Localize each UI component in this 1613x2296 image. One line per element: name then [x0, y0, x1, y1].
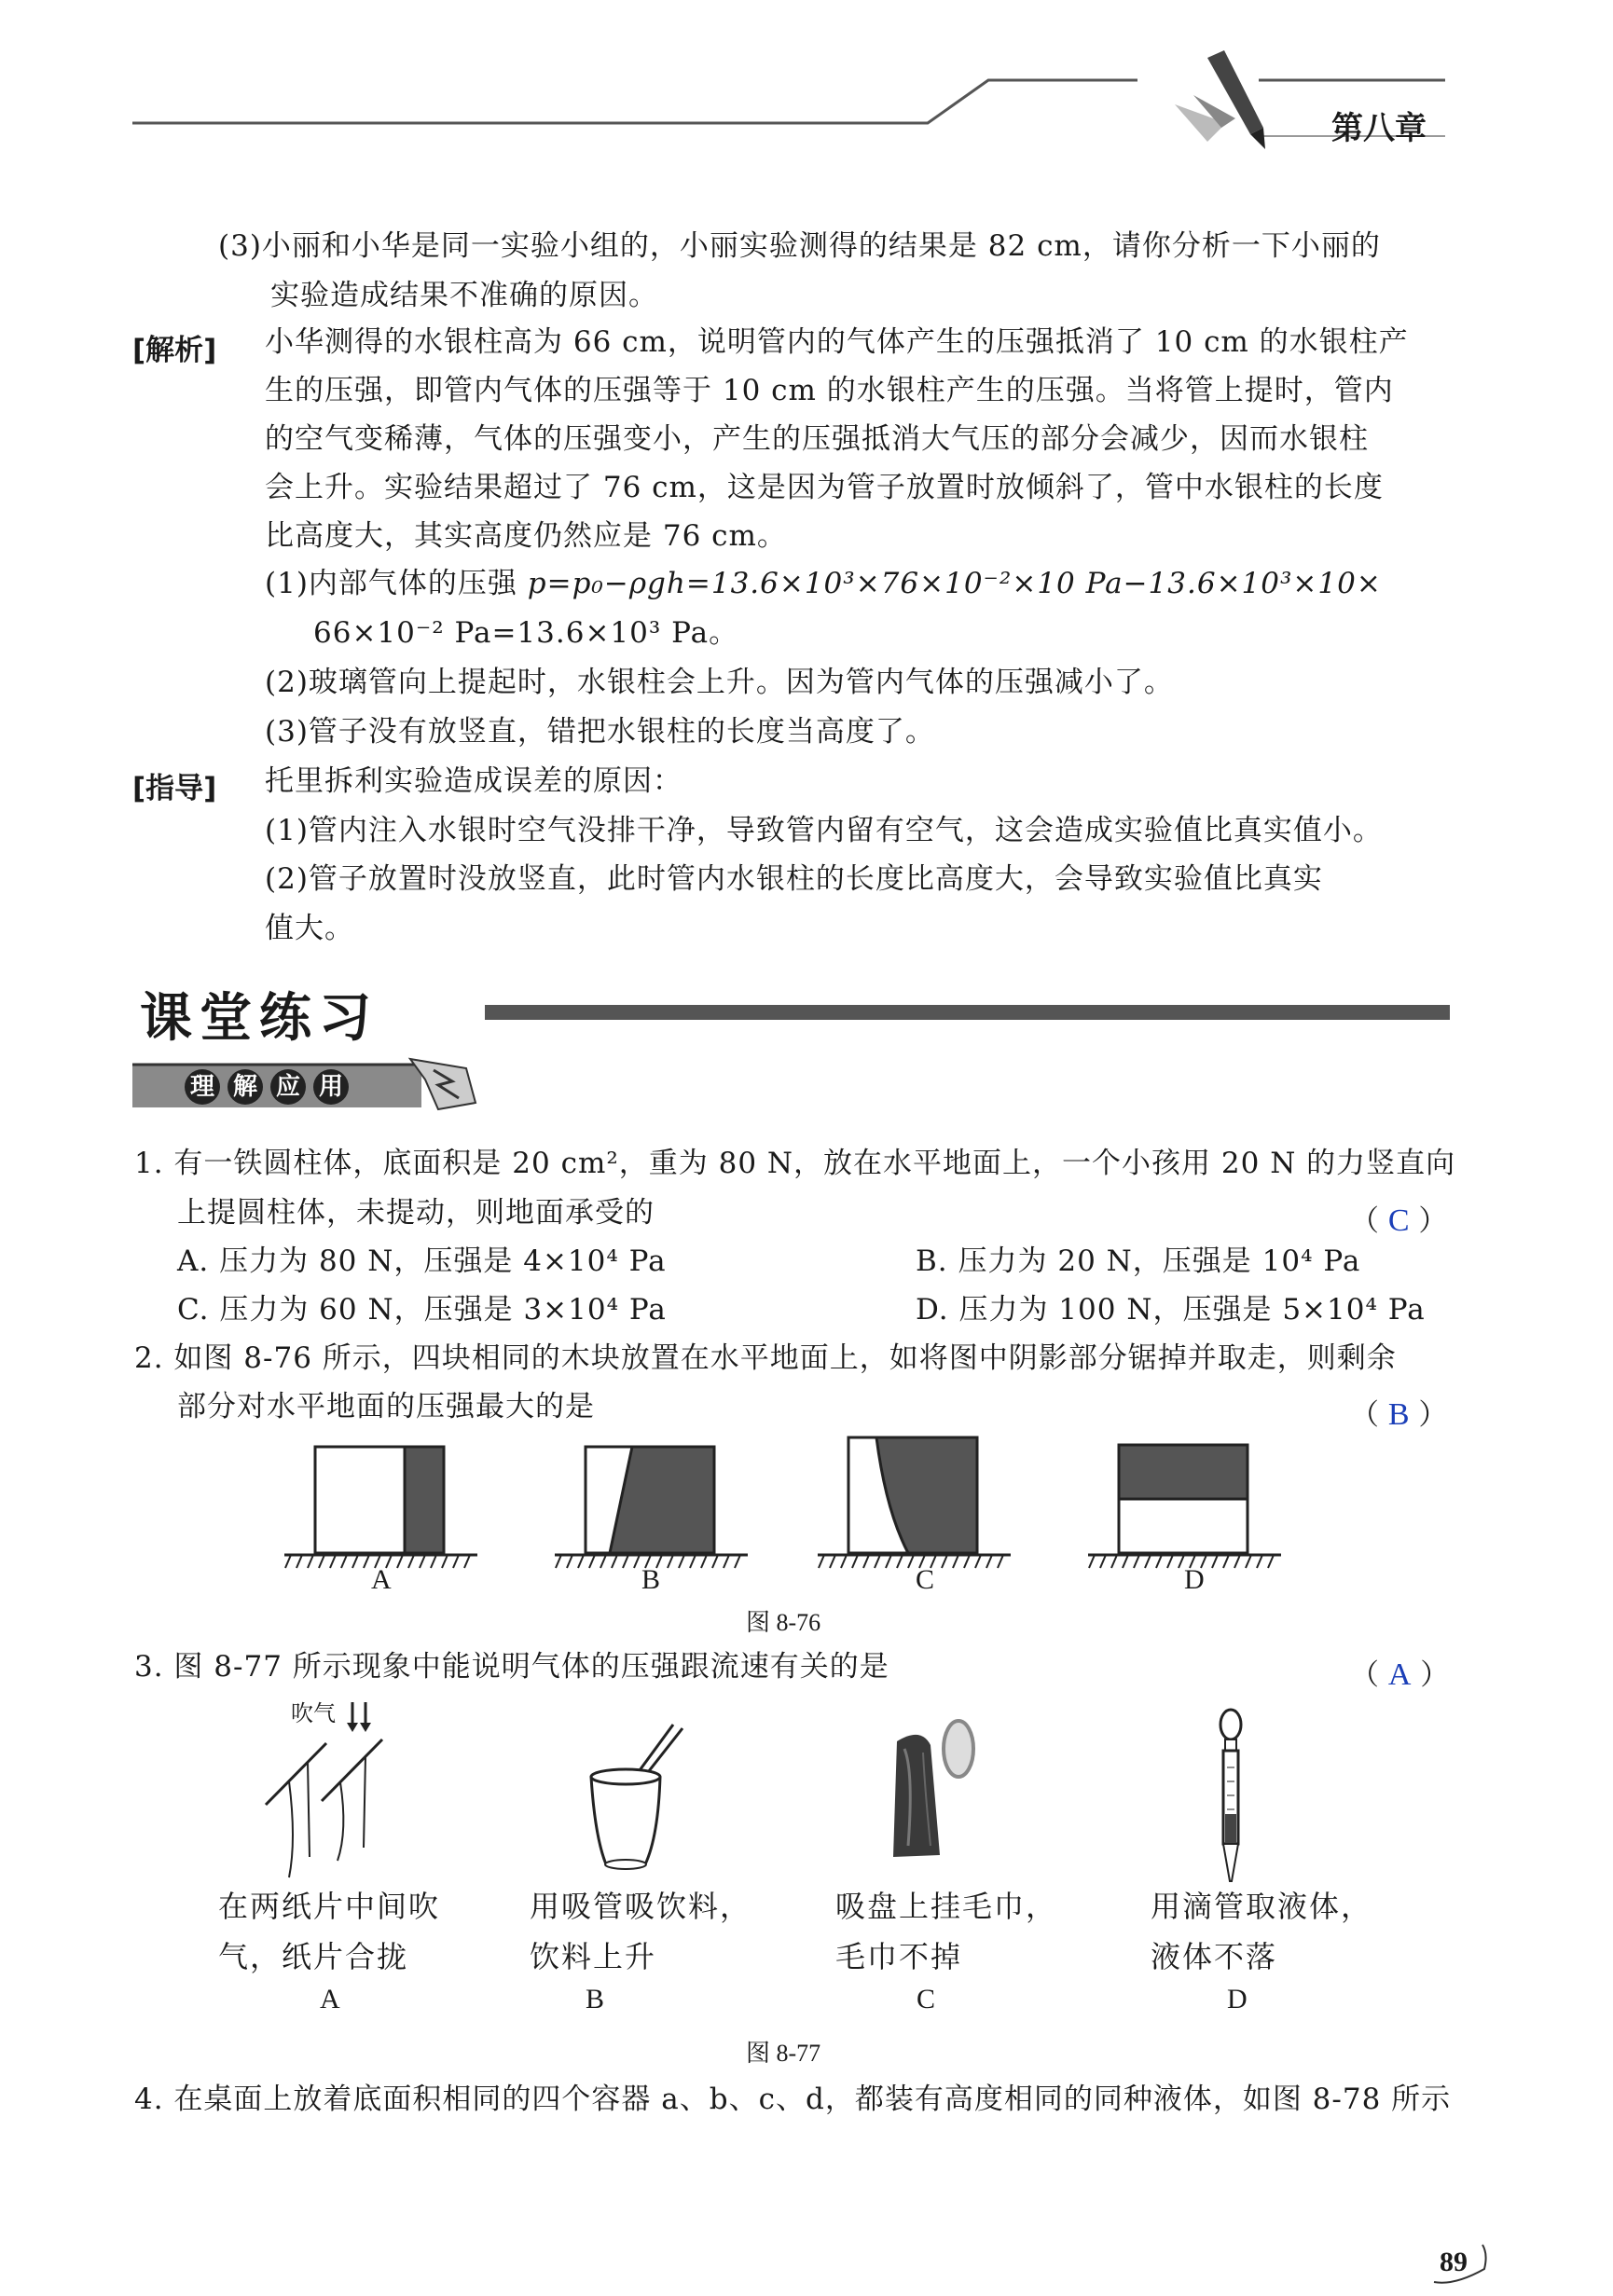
figure-c-line: 吸盘上挂毛巾，: [835, 1889, 1058, 1924]
guide-item: (1)管内注入水银时空气没排干净，导致管内留有空气，这会造成实验值比真实值小。: [265, 814, 1383, 847]
figure-b-line: 用吸管吸饮料，: [530, 1889, 752, 1924]
answer-3: (3)管子没有放竖直，错把水银柱的长度当高度了。: [265, 715, 935, 749]
q3-answer-box: （ A ）: [1350, 1657, 1450, 1692]
q1-stem: 上提圆柱体，未提动，则地面承受的: [177, 1196, 655, 1230]
chapter-title: 第八章: [1331, 110, 1427, 147]
q2-stem: 部分对水平地面的压强最大的是: [177, 1390, 595, 1423]
figure-8-76-d: [1088, 1445, 1281, 1568]
figure-8-77-a-desc: [218, 1881, 440, 1982]
answer-2: (2)玻璃管向上提起时，水银柱会上升。因为管内气体的压强减小了。: [265, 666, 1174, 699]
q3-answer: A: [1387, 1657, 1412, 1692]
answer-1-line2: 66×10⁻² Pa=13.6×10³ Pa。: [313, 616, 739, 650]
q1-answer: C: [1387, 1203, 1410, 1238]
prev-question-line: 实验造成结果不准确的原因。: [270, 279, 658, 312]
figure-8-76-label-a: A: [371, 1564, 392, 1595]
analysis-line: 比高度大，其实高度仍然应是 76 cm。: [265, 519, 787, 553]
q1-option-c: C. 压力为 60 N，压强是 3×10⁴ Pa: [177, 1293, 667, 1327]
section-title: 课堂练习: [140, 988, 379, 1049]
figure-8-76-caption: 图 8-76: [746, 1609, 821, 1636]
q1-stem: 1. 有一铁圆柱体，底面积是 20 cm²，重为 80 N，放在水平地面上，一个小孩用 20 N 的力竖直向: [134, 1147, 1456, 1180]
analysis-line: 生的压强，即管内气体的压强等于 10 cm 的水银柱产生的压强。当将管上提时，管内: [265, 374, 1394, 407]
analysis-body: [265, 318, 1409, 560]
q2-answer: B: [1387, 1397, 1410, 1432]
q2-answer-box: （ B ）: [1350, 1397, 1448, 1432]
q1-option-b: B. 压力为 20 N，压强是 10⁴ Pa: [916, 1244, 1361, 1278]
subsection-char: 理: [185, 1069, 220, 1105]
figure-d-line: 液体不落: [1151, 1939, 1278, 1974]
q1-option-a: A. 压力为 80 N，压强是 4×10⁴ Pa: [177, 1244, 667, 1278]
analysis-label: [解析]: [132, 334, 217, 367]
figure-8-77-caption: 图 8-77: [746, 2040, 821, 2067]
section-title-bar: [485, 1005, 1450, 1020]
q3-stem: 3. 图 8-77 所示现象中能说明气体的压强跟流速有关的是: [134, 1650, 889, 1684]
figure-8-77-label-a: A: [320, 1984, 340, 2014]
subsection-char: 应: [270, 1069, 306, 1105]
figure-8-76-c: [818, 1437, 1011, 1568]
figure-8-77-label-c: C: [917, 1984, 936, 2014]
figure-8-76-label-c: C: [916, 1564, 935, 1595]
figure-8-77-d-desc: [1151, 1881, 1372, 1982]
prev-question-line: (3)小丽和小华是同一实验小组的，小丽实验测得的结果是 82 cm，请你分析一下小丽的: [218, 229, 1381, 263]
figure-8-76: [270, 1426, 1315, 1575]
figure-8-77-label-b: B: [586, 1984, 605, 2014]
page-number-arc: [1427, 2241, 1492, 2288]
answer-1-formula: p=p₀−ρgh=13.6×10³×76×10⁻²×10 Pa−13.6×10³×10×: [527, 567, 1382, 600]
guide-intro: 托里拆利实验造成误差的原因：: [265, 764, 682, 798]
guide-item: (2)管子放置时没放竖直，此时管内水银柱的长度比高度大，会导致实验值比真实: [265, 862, 1323, 896]
figure-8-76-b: [555, 1447, 748, 1568]
figure-8-77-c-towel-icon: [876, 1715, 998, 1874]
analysis-line: 的空气变稀薄，气体的压强变小，产生的压强抵消大气压的部分会减少，因而水银柱: [265, 422, 1369, 456]
figure-8-77-label-d: D: [1227, 1984, 1248, 2014]
subsection-title: [185, 1069, 349, 1105]
guide-item: 值大。: [265, 912, 354, 945]
pencil-icon: [1170, 39, 1273, 151]
answer-1-line: [265, 559, 1382, 608]
q1-option-d: D. 压力为 100 N，压强是 5×10⁴ Pa: [916, 1293, 1426, 1327]
page-number: 89: [1440, 2247, 1468, 2277]
figure-8-77-c-desc: [835, 1881, 1057, 1982]
q4-stem: 4. 在桌面上放着底面积相同的四个容器 a、b、c、d，都装有高度相同的同种液体，如图 8-78 所示: [134, 2083, 1452, 2116]
figure-c-line: 毛巾不掉: [835, 1939, 963, 1974]
figure-8-76-label-d: D: [1184, 1564, 1205, 1595]
figure-8-77-b-cup-icon: [569, 1715, 699, 1883]
figure-a-line: 气，纸片合拢: [218, 1939, 409, 1974]
subsection-char: 用: [313, 1069, 349, 1105]
figure-8-76-a: [284, 1447, 477, 1568]
figure-b-line: 饮料上升: [530, 1939, 657, 1974]
guide-label: [指导]: [132, 772, 217, 805]
analysis-line: 小华测得的水银柱高为 66 cm，说明管内的气体产生的压强抵消了 10 cm 的水银柱产: [265, 325, 1409, 359]
blow-label: 吹气: [291, 1700, 336, 1726]
figure-d-line: 用滴管取液体，: [1151, 1889, 1373, 1924]
q1-answer-box: （ C ）: [1350, 1203, 1448, 1238]
figure-8-77-b-desc: [530, 1881, 751, 1982]
analysis-line: 会上升。实验结果超过了 76 cm，这是因为管子放置时放倾斜了，管中水银柱的长度: [265, 471, 1384, 504]
answer-1-prefix: (1)内部气体的压强: [265, 567, 528, 600]
figure-8-76-label-b: B: [641, 1564, 661, 1595]
figure-8-77-a-paper-icon: [252, 1691, 410, 1896]
figure-8-77-d-dropper-icon: [1203, 1702, 1259, 1889]
figure-a-line: 在两纸片中间吹: [218, 1889, 441, 1924]
subsection-char: 解: [227, 1069, 263, 1105]
q2-stem: 2. 如图 8-76 所示，四块相同的木块放置在水平地面上，如将图中阴影部分锯掉并取走，则剩余: [134, 1341, 1397, 1375]
